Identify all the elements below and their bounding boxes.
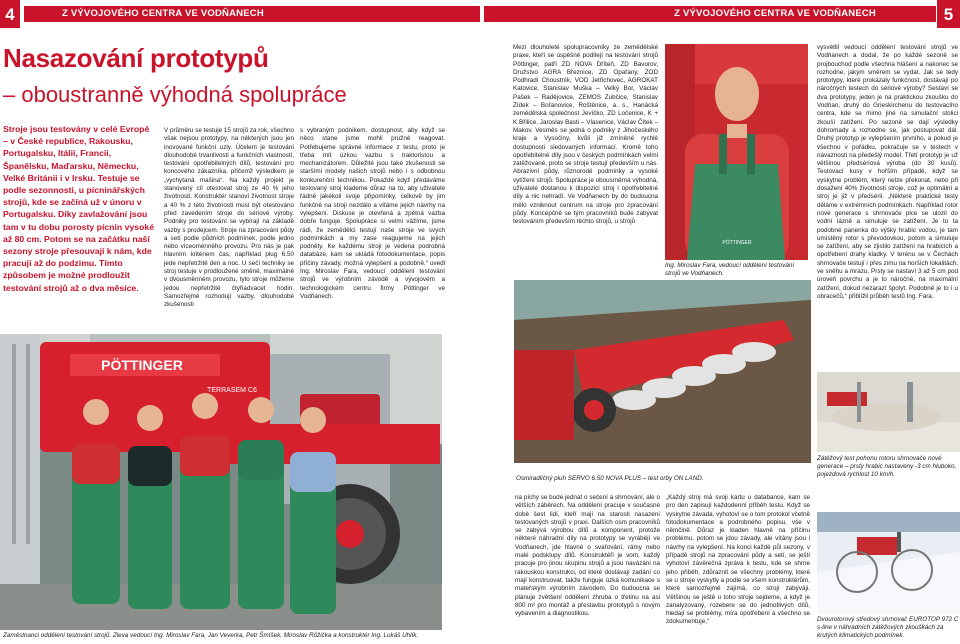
article-subtitle: – oboustranně výhodná spolupráce xyxy=(3,82,347,107)
body-column-6: „Každý stroj má svoji kartu u databance, kam se pro den zapisují každodenní příběh testu. Když se vyskytne závada, vyhotoví se o tom protokol včetně fotodokumentace a podrobného popisu, vše v němčině. Důraz je kladen hlavně na příčinu problému, potom se jdou závady, ale vítány jsou i návrhy na vylepšení. Na konci každé půl sezony, v případě strojů na zpracování půdy a setí, se ještí vyhotoví závěrečná zpráva k testu, kde se shrne jeho přiběh, zdůraznit se všechny problémy, které se u stroje vyskytly a podle se všem konstruktérům, které samozřejmě zajímá, co stroji zabýváji. Většinou se ještě u toho stroje sejdeme, a když je zanalyzovaný, rozebere se do jednotlivých dílů, hledají se problémy, míra opotřebení a všechno se zdokumentuje,“ xyxy=(666,494,810,626)
caption-group-photo: Zaměstnanci oddělení testování strojů. Zleva vedoucí Ing. Miroslav Fara, Jan Veverka, Petr Šmíšek, Miroslav Růžička a konstruktér Ing. Lukáš Uhlík. xyxy=(3,632,419,639)
plough-photo xyxy=(514,280,811,463)
machine-brand-text: PÖTTINGER xyxy=(101,357,183,373)
caption-portrait: Ing. Miroslav Fara, vedoucí oddělení testování strojů ve Vodňanech. xyxy=(665,262,795,277)
body-column-4: vysvětlil vedoucí oddělení testování strojů ve Vodňanech a dodal, že po každé sezoně se projbouchod podle všechna hlášení a nakonec se rozhodne, jakým směrem se vydat. Jak se tedy prototypy, které prokázaly funkčnost, dostávají po náročných testech do sériové výroby? Sestaví se dva prototypy, jeden je na praktickou zkoušku do Vodňan, druhý do Grieskirchenu do testovacího centra, kde se mimo jiné na simulační stolici zkouší zatížení. Po sezoně se dají výsledky dohromady a rozhodne se, jak postupovat dál. Druhý prototyp je vylepšením prvního, a pokud je všechno v pořádku, pokračuje se v testech v návaznosti na předešlý model. Třetí prototyp je už většinou předsériová výroba (do 30 kusů). Testovací kusy v hořším případě, když se vyskytne problém, který nelze překonat, nebo při dosažení 40% životnosti stroje, což je optimální a stroj je již v předsérii. „Některé praktické testy děláme v extrémních podmínkách. Například rotor nové generace s shrnovače plce se ulozil do vodní lázně a simuluje se zatížení. Je to ta podobné panenka do výšky hrabic vodou, je tam umístěný rotor s převodovkou, potom a simuluje se zatížení, aby se zjistilo zatížení na hrabicích a opotřebení drahy kladky. V terénu se v Čechách shrnovače testují i přes zimu na horších lokalitách, ve sněhu a mrazu. Prsty se nastaví 3 až 5 cm pod úroveň povrchu a je to náročné, na maximální zatížení, dokud nezarazí špolyt. Podobně je to i u obracečů,“ přiblížil průběh testů Ing. Fara. xyxy=(817,44,958,300)
body-column-1: V průměru se testuje 15 strojů za rok, všechno však nejsou prototypy, na některých jsou jen inovované funkční uzly. Účelem je testování dlouhodobé trvanlivosti a funkčních vlastností, testování opotřebitelných dílů, testování pro koncového zákazníka, přičemž výsledkem je „vychytaná mašina“. Na každý projekt je stanovený cíl otestovat stroj ze 40 % jeho životnosti. Konstruktér stanoví životnost stroje a 40 % z této životnosti musí být otestováno před zavedením stroje do sériové výroby. Podniky pro testování se vybírají na základě vazby s prodejcem. Stroje na zpracování půdy a setí podle půdních podmínek, podle jedno nebo víceoménného provozu. Pro nás je pak hlavním kritériem čas, například plug 6.50 jede nepřetržitě den a noc. U sečí techniky se stroj testuje v prodloužené směně, maximálně v dvousměnném provozu, tyto stroje můžeme jedou nepřetržitě čtyřiadvacet hodin. Samozřejmě rozhodují vazby, dlouhodobé zkušenosti xyxy=(164,127,294,309)
machine-model-text: TERRASEM C6 xyxy=(207,387,257,394)
page-number-right: 5 xyxy=(937,0,960,28)
caption-rake: Zátěžový test pohonu rotoru shrnovače nové generace – prsty hrabic nastaveny -3 cm hluboko, pojezdová rychlost 10 km/h. xyxy=(817,455,957,478)
group-photo xyxy=(0,334,442,630)
snow-rake-photo xyxy=(817,512,960,614)
section-header-right: Z VÝVOJOVÉHO CENTRA VE VODŇANECH xyxy=(484,6,936,22)
overall-badge-text: PÖTTINGER xyxy=(722,240,752,246)
caption-plough: Osmiradličný pluh SERVO 6.50 NOVA PLUS – test orby ON LAND. xyxy=(516,475,704,482)
rake-test-photo xyxy=(817,372,960,452)
body-column-5: na píchy se bude jednat o sečení a shrnování, ale o větších záběrech. Na oddělení pracuje v současné době šest lidí, kteří mají na starosti nasazení testovaných strojů v praxi. Dalších osm pracovníků se zabývá výrobou dílů a komponent, protože některé náhradní díly na prototypy se vyrábějí ve Vodňanech, jde hlavně o svařování, rámy nebo malé podsklupy dílů. Konstruktéři je vom, každý pracuje pro jinou skupinu strojů a jsou navázáni na rakouskou konstrukci, od které dostávají zadání co mají konstruovat, takže funguje úzká komunikace s mateřským výrobním závodem. Do budoucna se plánuje zvětšení oddělení zhruba o třetinu na asi 800 m² pro montáž a přestavbu prototypů s novým vybavením a diagnostikou. xyxy=(515,494,660,618)
body-column-2: s vybraným podnikem, dostupnost, aby když se něco stane jsme mohli pružně reagovat. Potřebujeme správné informace z testu, proto je třeba mít úzkou vazbu s traktoristou a mechanizátorem. Důležité jsou také zkušenosti se staršími modely našich strojů nebo i s odbobnou konkurenční technikou. Pokaždé když předáváme testovaný stroj klademe důraz na to, aby uživatelé řádně jakékoli svoje připomínky, celkově by jim funkčně na stroji nezdálo a vítáme jejich návrhy na vylepšení. Diskuse je otevřená a zpětná vazba dobře funguje. Spolupráce si velmi vážíme, jsme rádi, že zemědělci testují naše stroje ve svých podmínkách a my zase reagujeme na jejich podněty. Ke každému stroji je vedena podrobná databáze, kam se ukládá fotodokumentace, popis příčiny závady, možná vylepšení a podobně,“ uvedl Ing. Miroslav Fara, vedoucí oddělení testování strojů ve výrobním závodě a vývojovém a technologickém centru firmy Pöttinger ve Vodňanech. xyxy=(300,127,445,300)
page-number-left: 4 xyxy=(0,0,20,28)
portrait-photo xyxy=(665,44,808,260)
article-lead: Stroje jsou testovány v celé Evropě – v České republice, Rakousku, Portugalsku, Itálii, Francii, Španělsku, Maďarsku, Německu, Velké Británii i v Irsku. Testuje se podle sezonnosti, u pícninářských strojů, kde se začíná už v únoru v Portugalsku. Díky zavlažování jsou tam v tu dobu porosty pícnin vysoké až 80 cm. Potom se na začátku naší sezony stroje přesouvají k nám, kde pracují až do podzimu. Tímto způsobem je možné prodloužit testování strojů až o dva měsíce. xyxy=(3,124,155,293)
article-title: Nasazování prototypů xyxy=(3,43,269,73)
section-header-left: Z VÝVOJOVÉHO CENTRA VE VODŇANECH xyxy=(24,6,480,22)
caption-snow: Dvourotorový středový shrnovač EUROTOP 972 C s-line v náhradních zátěžových zkouškách za krutých klimatických podmínek. xyxy=(817,616,959,639)
body-column-3: Mezi dlouholeté spolupracovníky ze zemědělské praxe, kteří se úspěšně podílejí na testování strojů Pöttinger, patří ZD NOVA Dříteň, ZD Bavorov, Družstvo AGRA Březnice, ZD Opařany, ZOD Podhradí Choustník, VOD Jetřichovec, AGROKAT Katovice, Stanislav Muška – Velký Bor, Václav Pašek – Radějovice, ZEMOS Zubčice, Stanislav Zídek – Bořanovice, Roštěnice, a. s., Hanácká zemědělská společnost Jevíčko, ZD Ločenice, K + K Břilice, Jaroslav Basti – Vlasenice, Václav Čítek – Makov. Vesměs se jedná o podniky z Jihočeského kraje a Vysočiny, kvůli již zmíněné rychlé dostupnosti sledovaných informací. Kromě toho opotřebitelné díly jsou v českých podmínkách velmi zatěžované, proto se stroje testují především u nás. Abrazivní půdy, různorodé podmínky a vysoké vytížení strojů. Spolupráce je obousměrná výhodná, uživatelé dostanou k dispozici stroj i opotřebitelné díly a nic nehradí. Ve Vodňanech by do budoucna mělo vzniknout centrum na stroje pro zpracování půdy. Koncepčně se tým pracovníků bude zabývat testováním především těchto strojů, u strojů xyxy=(513,44,658,226)
